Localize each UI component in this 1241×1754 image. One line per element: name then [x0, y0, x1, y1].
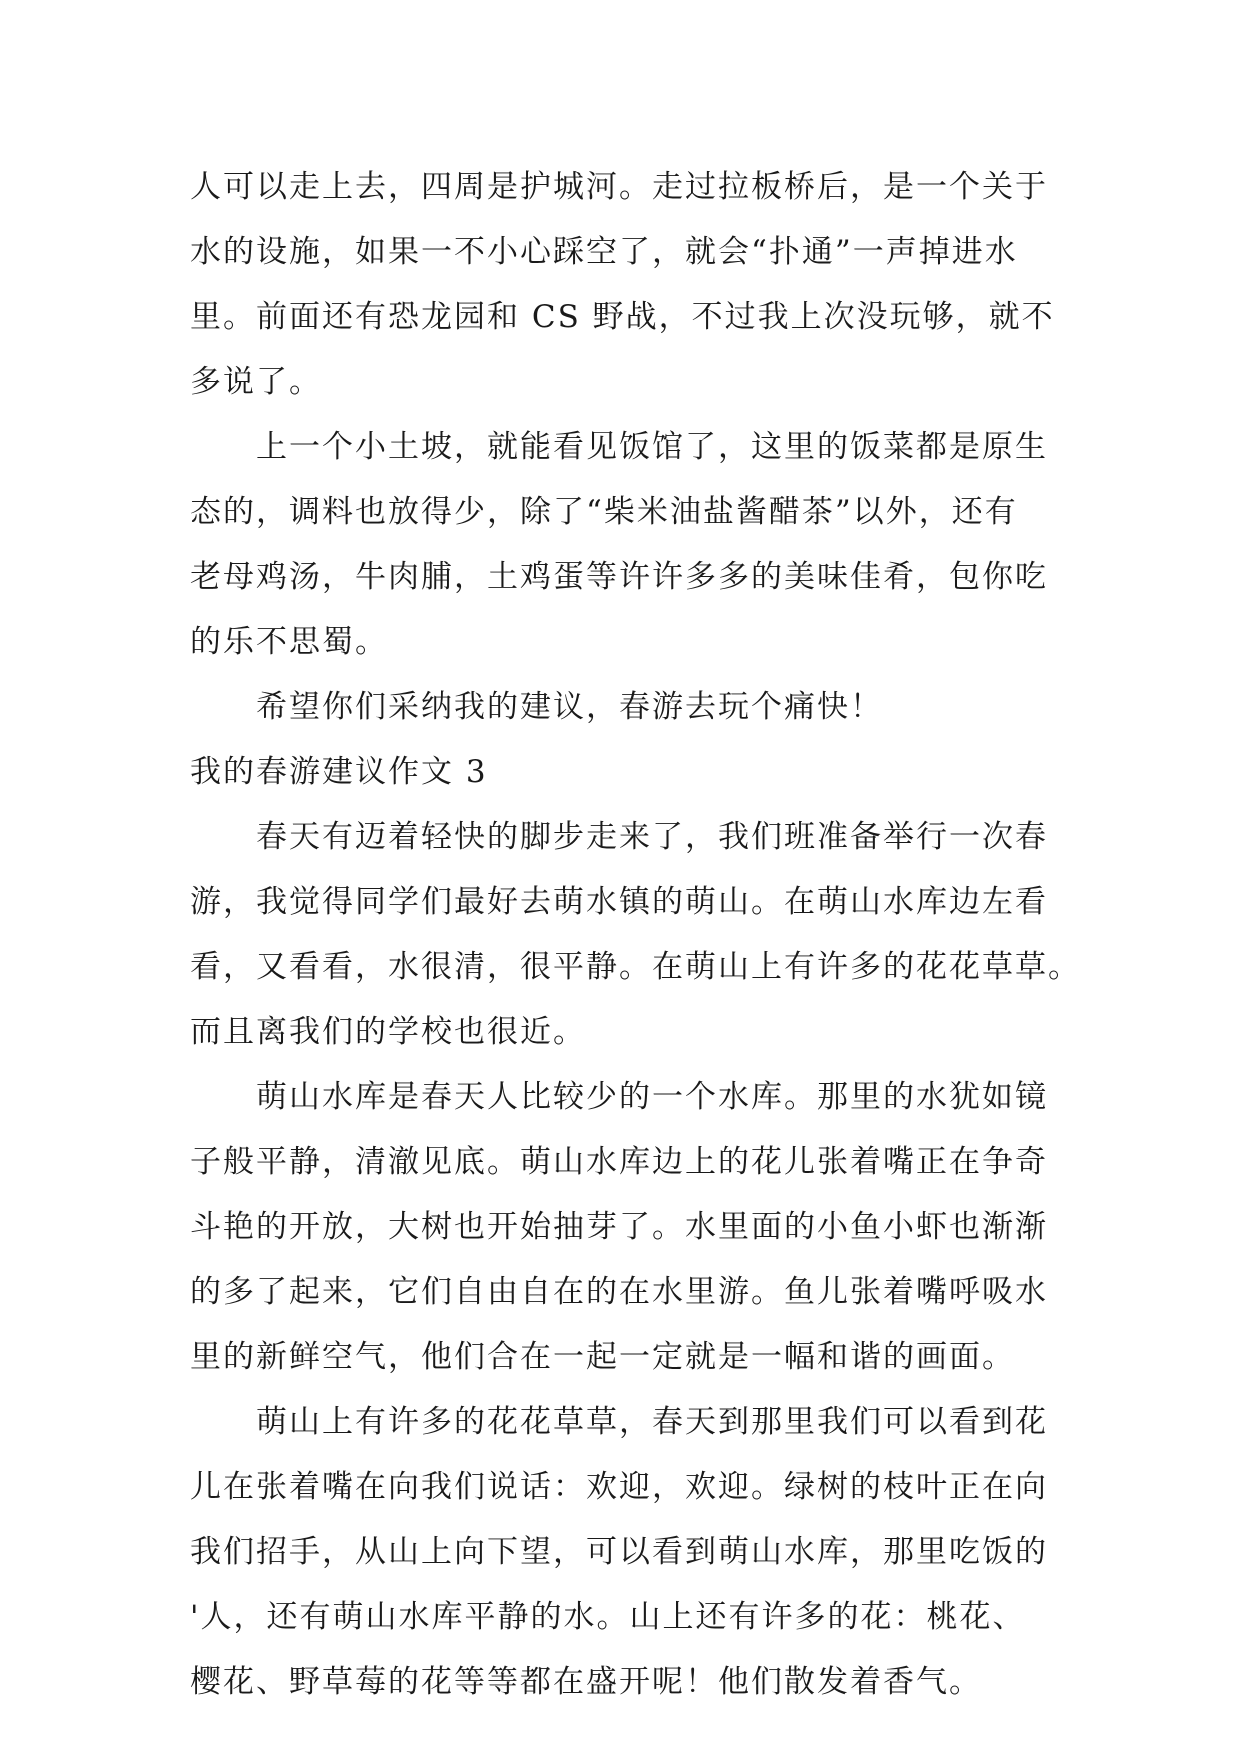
text-line: 里。前面还有恐龙园和 CS 野战，不过我上次没玩够，就不 [190, 299, 1055, 335]
text-line: 多说了。 [190, 364, 322, 400]
text-line: 老母鸡汤，牛肉脯，土鸡蛋等许许多多的美味佳肴，包你吃 [190, 559, 1048, 595]
text-line: 而且离我们的学校也很近。 [190, 1014, 586, 1050]
text-line: 萌山上有许多的花花草草，春天到那里我们可以看到花 [256, 1404, 1048, 1440]
text-line: 的多了起来，它们自由自在的在水里游。鱼儿张着嘴呼吸水 [190, 1274, 1048, 1310]
text-line: 希望你们采纳我的建议，春游去玩个痛快！ [256, 689, 883, 725]
text-line: 里的新鲜空气，他们合在一起一定就是一幅和谐的画面。 [190, 1339, 1015, 1375]
text-line: '人，还有萌山水库平静的水。山上还有许多的花：桃花、 [190, 1599, 1026, 1635]
text-line: 春天有迈着轻快的脚步走来了，我们班准备举行一次春 [256, 819, 1048, 855]
text-line: 看，又看看，水很清，很平静。在萌山上有许多的花花草草。 [190, 949, 1081, 985]
text-line: 我们招手，从山上向下望，可以看到萌山水库，那里吃饭的 [190, 1534, 1048, 1570]
text-line: 游，我觉得同学们最好去萌水镇的萌山。在萌山水库边左看 [190, 884, 1048, 920]
text-line: 儿在张着嘴在向我们说话：欢迎，欢迎。绿树的枝叶正在向 [190, 1469, 1048, 1505]
section-heading: 我的春游建议作文 3 [190, 754, 488, 790]
text-line: 萌山水库是春天人比较少的一个水库。那里的水犹如镜 [256, 1079, 1048, 1115]
text-line: 子般平静，清澈见底。萌山水库边上的花儿张着嘴正在争奇 [190, 1144, 1048, 1180]
text-line: 的乐不思蜀。 [190, 624, 388, 660]
text-line: 水的设施，如果一不小心踩空了，就会“扑通”一声掉进水 [190, 234, 1018, 270]
text-line: 斗艳的开放，大树也开始抽芽了。水里面的小鱼小虾也渐渐 [190, 1209, 1048, 1245]
text-line: 人可以走上去，四周是护城河。走过拉板桥后，是一个关于 [190, 169, 1048, 205]
body-text [190, 155, 1081, 1715]
text-line: 樱花、野草莓的花等等都在盛开呢！他们散发着香气。 [190, 1664, 982, 1700]
text-line: 上一个小土坡，就能看见饭馆了，这里的饭菜都是原生 [256, 429, 1048, 465]
text-line: 态的，调料也放得少，除了“柴米油盐酱醋茶”以外，还有 [190, 494, 1018, 530]
